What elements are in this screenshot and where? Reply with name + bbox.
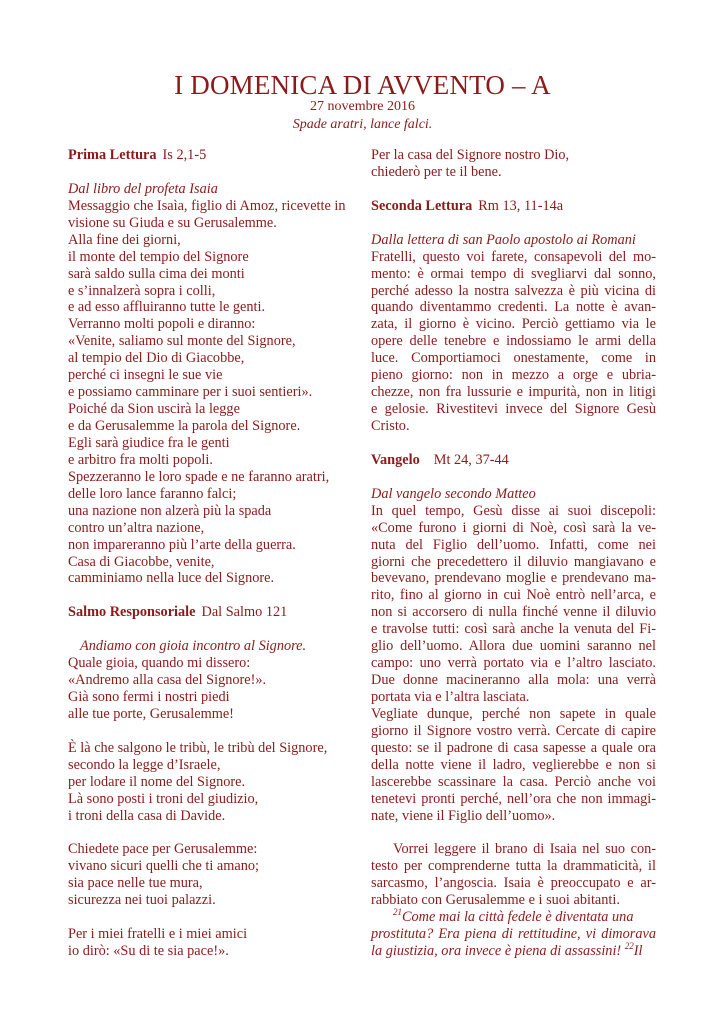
salmo-line: È là che salgono le tribù, le tribù del Signore, — [68, 739, 328, 756]
vangelo-line: «Come furono i giorni di Noè, così sarà la ve- — [371, 519, 656, 536]
commento-line: rabbiato con Gerusalemme e i suoi abitanti. — [371, 892, 620, 909]
prima-lettura-line: camminiamo nella luce del Signore. — [68, 570, 275, 587]
vangelo-label: Vangelo — [371, 451, 420, 468]
seconda-lettura-ref: Rm 13, 11-14a — [478, 197, 564, 214]
seconda-lettura-line: opere delle tenebre e indossiamo le armi della — [371, 333, 656, 350]
seconda-lettura-line: Fratelli, questo voi farete, consapevoli del mo- — [371, 248, 656, 265]
seconda-lettura-line: quando diventammo credenti. La notte è avan- — [371, 299, 656, 316]
prima-lettura-line: Verranno molti popoli e diranno: — [68, 316, 256, 333]
vangelo-line: Due donne macineranno alla mola: una verrà — [371, 672, 656, 689]
seconda-lettura-line: chezze, non fra lussurie e impurità, non in litigi — [371, 384, 656, 401]
commento-line: testo per comprenderne tutta la drammaticità, il — [371, 858, 656, 875]
salmo-line: Chiedete pace per Gerusalemme: — [68, 841, 258, 858]
vangelo-line: questo: se il padrone di casa sapesse a quale ora — [371, 739, 656, 756]
salmo-line: «Andremo alla casa del Signore!». — [68, 672, 267, 689]
prima-lettura-line: perché ci insegni le sue vie — [68, 367, 223, 384]
salmo-ref: Dal Salmo 121 — [201, 604, 288, 621]
vangelo-line: portata via e l’altra lasciata. — [371, 689, 530, 705]
salmo-line: i troni della casa di Davide. — [68, 807, 226, 824]
quote-text: Il — [633, 943, 643, 960]
prima-lettura-line: «Venite, saliamo sul monte del Signore, — [68, 333, 296, 350]
salmo-line: Là sono posti i troni del giudizio, — [68, 790, 259, 807]
prima-lettura-line: e possiamo camminare per i suoi sentieri». — [68, 384, 313, 401]
vangelo-line: glio dell’uomo. Allora due uomini saranno nel — [371, 638, 656, 655]
salmo-line: Per i miei fratelli e i miei amici — [68, 926, 248, 943]
salmo-label: Salmo Responsoriale — [68, 604, 196, 621]
seconda-lettura-line: luce. Comportiamoci onestamente, come in — [371, 350, 656, 367]
vangelo-line: Vegliate dunque, perché non sapete in quale — [371, 705, 656, 722]
vangelo-line: lascerebbe scassinare la casa. Perciò anche voi — [371, 773, 656, 790]
prima-lettura-line: e arbitro fra molti popoli. — [68, 451, 213, 468]
salmo-line: chiederò per te il bene. — [371, 163, 502, 180]
salmo-antiphon: Andiamo con gioia incontro al Signore. — [80, 638, 307, 655]
vangelo-source: Dal vangelo secondo Matteo — [371, 485, 536, 502]
prima-lettura-line: delle loro lance faranno falci; — [68, 485, 237, 502]
verse-number: 21 — [393, 907, 402, 918]
seconda-lettura-line: zata, il giorno è vicino. Perciò gettiamo via le — [371, 316, 656, 333]
prima-lettura-line: contro un’altra nazione, — [68, 519, 205, 536]
seconda-lettura-line: e gelosie. Rivestitevi invece del Signore Gesù — [371, 401, 656, 418]
salmo-line: Già sono fermi i nostri piedi — [68, 689, 230, 705]
salmo-line: alle tue porte, Gerusalemme! — [68, 705, 234, 722]
vangelo-line: campo: uno verrà portato via e l’altro lasciato. — [371, 655, 656, 672]
salmo-line: secondo la legge d’Israele, — [68, 756, 221, 773]
seconda-lettura-source: Dalla lettera di san Paolo apostolo ai Romani — [371, 231, 636, 248]
commento-quote-line — [371, 909, 656, 926]
seconda-lettura-label: Seconda Lettura — [371, 197, 473, 214]
quote-text: la giustizia, ora invece è piena di assassini! — [371, 943, 622, 960]
salmo-line: sicurezza nei tuoi palazzi. — [68, 892, 216, 909]
prima-lettura-line: Poiché da Sion uscirà la legge — [68, 401, 240, 418]
subtitle: Spade aratri, lance falci. — [292, 117, 433, 132]
quote-text: Come mai la città fedele è diventata una — [402, 909, 634, 926]
seconda-lettura-line: perché adesso la nostra salvezza è più vicina di — [371, 282, 656, 299]
vangelo-line: In quel tempo, Gesù disse ai suoi discepoli: — [371, 502, 656, 519]
commento-quote-line — [371, 943, 656, 960]
date: 27 novembre 2016 — [310, 99, 415, 114]
verse-number: 22 — [624, 941, 634, 952]
vangelo-line: nate, viene il Figlio dell’uomo». — [371, 807, 556, 824]
prima-lettura-line: e ad esso affluiranno tutte le genti. — [68, 299, 266, 316]
prima-lettura-line: Messaggio che Isaìa, figlio di Amoz, ricevette in — [68, 197, 346, 214]
salmo-line: Quale gioia, quando mi dissero: — [68, 655, 251, 672]
prima-lettura-line: Alla fine dei giorni, — [68, 231, 181, 248]
vangelo-line: bevevano, prendevano moglie e prendevano ma- — [371, 570, 656, 587]
vangelo-heading — [371, 452, 656, 469]
commento-line: Vorrei leggere il brano di Isaia nel suo con- — [393, 841, 656, 858]
prima-lettura-line: Spezzeranno le loro spade e ne faranno aratri, — [68, 468, 330, 485]
commento-quote-line: prostituta? Era piena di rettitudine, vi dimorava — [371, 926, 656, 943]
vangelo-line: nuta del Figlio dell’uomo. Infatti, come nei — [371, 536, 656, 553]
prima-lettura-heading — [68, 147, 360, 164]
page-title: I DOMENICA DI AVVENTO – A — [174, 70, 551, 100]
salmo-line: vivano sicuri quelli che ti amano; — [68, 858, 259, 875]
salmo-line: Per la casa del Signore nostro Dio, — [371, 147, 570, 163]
vangelo-line: non si accorsero di nulla finché venne il diluvio — [371, 604, 656, 621]
vangelo-line: giorni che precedettero il diluvio mangiavano e — [371, 553, 656, 570]
seconda-lettura-heading — [371, 198, 656, 215]
prima-lettura-line: una nazione non alzerà più la spada — [68, 502, 272, 519]
salmo-heading — [68, 604, 360, 621]
prima-lettura-line: Egli sarà giudice fra le genti — [68, 434, 230, 451]
prima-lettura-line: visione su Giuda e su Gerusalemme. — [68, 214, 277, 231]
vangelo-line: rito, fino al giorno in cui Noè entrò nell’arca, e — [371, 587, 656, 604]
prima-lettura-line: e s’innalzerà sopra i colli, — [68, 282, 216, 299]
left-column — [68, 147, 360, 960]
vangelo-ref: Mt 24, 37-44 — [433, 451, 509, 468]
vangelo-line: e travolse tutti: così sarà anche la venuta del Fi- — [371, 621, 656, 638]
prima-lettura-line: il monte del tempio del Signore — [68, 248, 249, 265]
right-column — [371, 147, 656, 960]
prima-lettura-line: e da Gerusalemme la parola del Signore. — [68, 418, 301, 434]
vangelo-line: della notte viene il ladro, veglierebbe e non si — [371, 756, 656, 773]
salmo-line: per lodare il nome del Signore. — [68, 773, 246, 790]
salmo-line: sia pace nelle tue mura, — [68, 875, 203, 892]
prima-lettura-label: Prima Lettura — [68, 147, 157, 163]
prima-lettura-source: Dal libro del profeta Isaia — [68, 180, 218, 197]
vangelo-line: giorno il Signore vostro verrà. Cercate di capire — [371, 722, 656, 739]
prima-lettura-line: Casa di Giacobbe, venite, — [68, 553, 215, 570]
salmo-line: io dirò: «Su di te sia pace!». — [68, 943, 229, 960]
prima-lettura-line: al tempio del Dio di Giacobbe, — [68, 350, 245, 367]
commento-line: sarcasmo, l’angoscia. Isaia è preoccupato e ar- — [371, 875, 656, 892]
prima-lettura-line: non impareranno più l’arte della guerra. — [68, 536, 296, 553]
prima-lettura-line: sarà saldo sulla cima dei monti — [68, 265, 245, 282]
prima-lettura-ref: Is 2,1-5 — [162, 147, 207, 163]
seconda-lettura-line: Cristo. — [371, 418, 410, 434]
seconda-lettura-line: mento: è ormai tempo di svegliarvi dal sonno, — [371, 265, 656, 282]
vangelo-line: tenetevi pronti perché, nell’ora che non immagi- — [371, 790, 656, 807]
seconda-lettura-line: pieno giorno: non in mezzo a orge e ubria- — [371, 367, 656, 384]
